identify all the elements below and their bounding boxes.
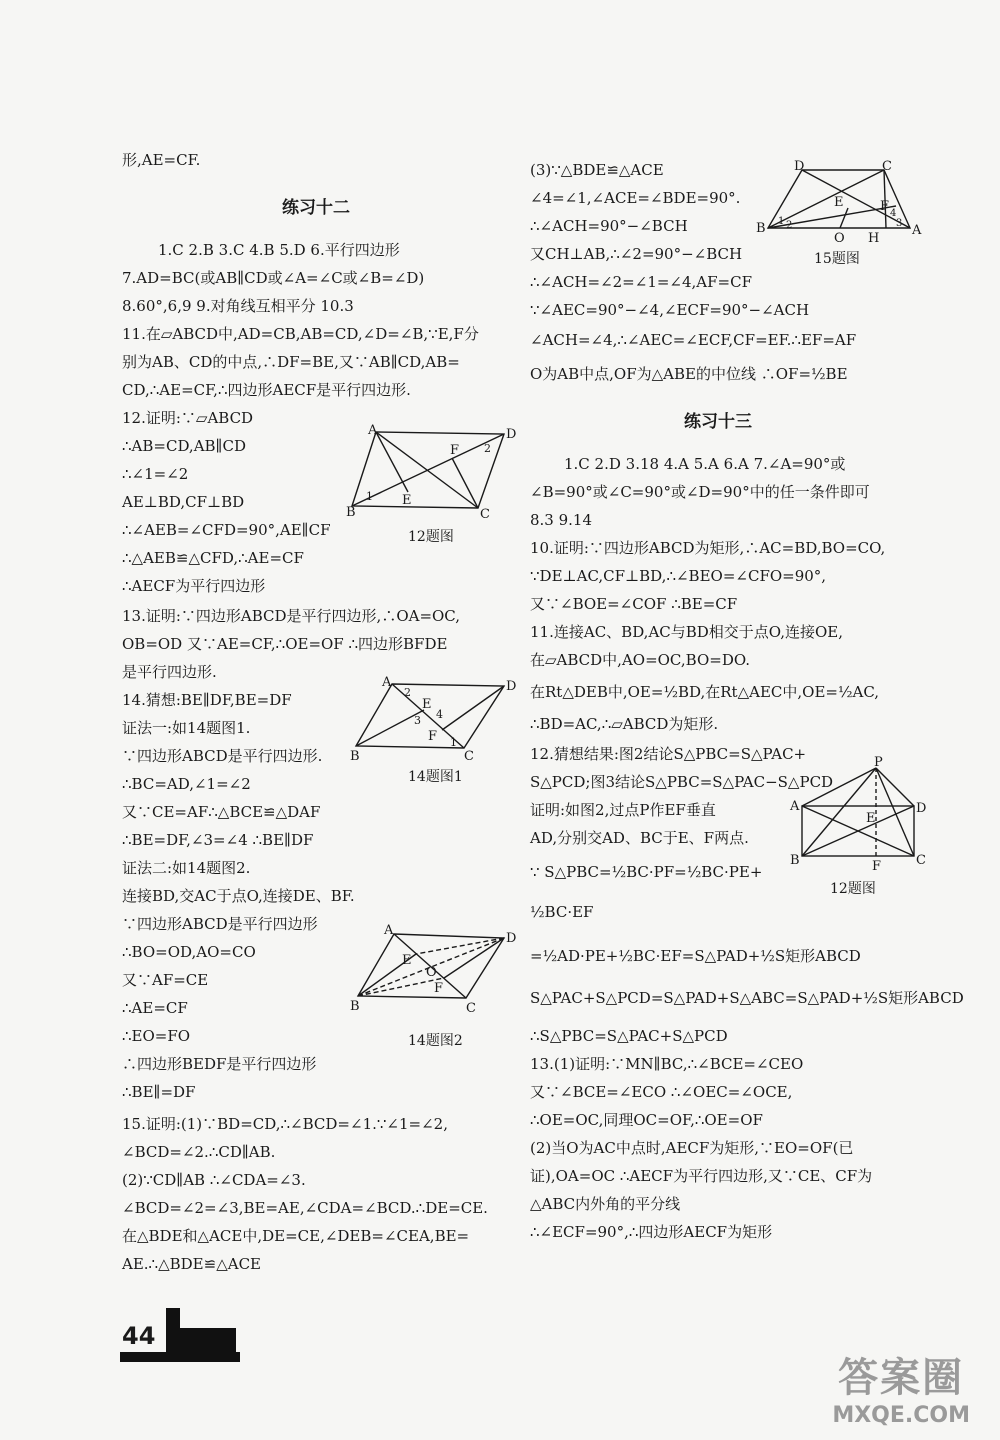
text-line: ∠ACH=∠4,∴∠AEC=∠ECF,CF=EF.∴EF=AF: [530, 331, 857, 349]
fig14-1-label-E: E: [422, 697, 432, 712]
text-line: 12.证明:∵▱ABCD: [122, 409, 254, 427]
fig15-label-1: 1: [778, 216, 785, 227]
page-number: 44: [122, 1322, 156, 1350]
fig12-label-A: A: [368, 424, 378, 438]
fig15-label-B: B: [756, 221, 766, 236]
fig15-label-2: 2: [786, 220, 793, 231]
text-line: 10.证明:∵四边形ABCD为矩形,∴AC=BD,BO=CO,: [530, 539, 886, 557]
fig12-label-F: F: [450, 443, 460, 458]
decorative-bar: [166, 1328, 236, 1352]
fig15-label-C: C: [882, 159, 892, 174]
figure-15: [756, 158, 926, 244]
text-line: △ABC内外角的平分线: [530, 1195, 681, 1213]
text-line: (3)∵△BDE≌△ACE: [530, 161, 664, 179]
text-line: 又∵∠BCE=∠ECO ∴∠OEC=∠OCE,: [530, 1083, 793, 1101]
fig15-label-D: D: [794, 159, 805, 174]
fig12r-label-C: C: [916, 853, 926, 868]
text-line: CD,∴AE=CF,∴四边形AECF是平行四边形.: [122, 381, 411, 399]
fig12-label-C: C: [480, 507, 490, 520]
figure-12-right: [788, 756, 928, 876]
fig14-1-label-D: D: [506, 679, 517, 694]
text-line: S△PCD;图3结论S△PBC=S△PAC−S△PCD: [530, 773, 834, 791]
text-line: (2)∵CD∥AB ∴∠CDA=∠3.: [122, 1171, 306, 1189]
page-number-block: [120, 1308, 240, 1368]
text-line: 别为AB、CD的中点,∴DF=BE,又∵AB∥CD,AB=: [122, 353, 460, 371]
text-line: ∠BCD=∠2=∠3,BE=AE,∠CDA=∠BCD.∴DE=CE.: [122, 1199, 488, 1217]
section-title: 练习十二: [282, 198, 350, 218]
watermark: [832, 1346, 970, 1428]
fig12-label-D: D: [506, 427, 516, 442]
text-line: ∵四边形ABCD是平行四边形: [122, 915, 318, 933]
text-line: 13.证明:∵四边形ABCD是平行四边形,∴OA=OC,: [122, 607, 461, 625]
text-line: ∴∠ECF=90°,∴四边形AECF为矩形: [530, 1223, 773, 1241]
fig12r-label-F: F: [872, 859, 882, 874]
text-line: ∴BE=DF,∠3=∠4 ∴BE∥DF: [122, 831, 314, 849]
fig12-label-1: 1: [366, 490, 373, 503]
watermark-cn: 答案圈: [838, 1355, 965, 1401]
text-line: ∴∠ACH=90°−∠BCH: [530, 217, 688, 235]
text-line: 11.连接AC、BD,AC与BD相交于点O,连接OE,: [530, 623, 844, 641]
fig15-label-4: 4: [890, 208, 897, 219]
text-line: 在△BDE和△ACE中,DE=CE,∠DEB=∠CEA,BE=: [122, 1227, 470, 1245]
fig12r-label-A: A: [790, 799, 800, 814]
decorative-bar: [120, 1352, 240, 1362]
section-title: 练习十三: [684, 412, 752, 432]
text-line: 连接BD,交AC于点O,连接DE、BF.: [122, 887, 355, 905]
text-line: AE⊥BD,CF⊥BD: [122, 493, 245, 511]
text-line: 7.AD=BC(或AB∥CD或∠A=∠C或∠B=∠D): [122, 269, 425, 287]
fig14-1-label-2: 2: [404, 686, 411, 699]
fig12r-label-B: B: [790, 853, 800, 868]
fig14-1-label-B: B: [350, 749, 360, 764]
fig14-2-label-D: D: [506, 931, 517, 946]
fig15-label-F: F: [880, 199, 890, 214]
fig14-2-caption: 14题图2: [408, 1033, 463, 1049]
figure-12: [346, 424, 516, 520]
text-line: 证明:如图2,过点P作EF垂直: [530, 801, 716, 819]
text-line: 是平行四边形.: [122, 663, 217, 681]
text-line: 在▱ABCD中,AO=OC,BO=DO.: [530, 651, 751, 669]
text-line: ∴S△PBC=S△PAC+S△PCD: [530, 1027, 728, 1045]
text-line: 1.C 2.D 3.18 4.A 5.A 6.A 7.∠A=90°或: [564, 455, 846, 473]
fig14-1-label-F: F: [428, 729, 438, 744]
text-line: ∠B=90°或∠C=90°或∠D=90°中的任一条件即可: [530, 483, 870, 501]
fig15-label-A: A: [912, 223, 922, 238]
text-line: (2)当O为AC中点时,AECF为矩形,∵EO=OF(已: [530, 1139, 854, 1157]
text-line: =½AD·PE+½BC·EF=S△PAD+½S矩形ABCD: [530, 947, 861, 965]
text-line: ∠BCD=∠2.∴CD∥AB.: [122, 1143, 276, 1161]
text-line: ∴△AEB≌△CFD,∴AE=CF: [122, 549, 304, 567]
fig12-label-B: B: [346, 505, 356, 520]
fig14-2-label-O: O: [426, 965, 437, 980]
fig12-label-E: E: [402, 493, 412, 508]
figure-14-2: [348, 920, 518, 1016]
text-line: ½BC·EF: [530, 903, 594, 921]
text-line: ∴AE=CF: [122, 999, 188, 1017]
text-line: 12.猜想结果:图2结论S△PBC=S△PAC+: [530, 745, 807, 763]
fig12r-label-D: D: [916, 801, 927, 816]
text-line: 证法二:如14题图2.: [122, 859, 251, 877]
text-line: 又∵∠BOE=∠COF ∴BE=CF: [530, 595, 738, 613]
text-line: 8.3 9.14: [530, 511, 593, 529]
fig15-caption: 15题图: [814, 251, 860, 267]
fig14-1-label-C: C: [464, 749, 474, 764]
text-line: ∴BC=AD,∠1=∠2: [122, 775, 251, 793]
text-line: ∴∠1=∠2: [122, 465, 189, 483]
text-line: 证法一:如14题图1.: [122, 719, 251, 737]
text-line: AD,分别交AD、BC于E、F两点.: [530, 829, 749, 847]
fig15-label-E: E: [834, 195, 844, 210]
text-line: 11.在▱ABCD中,AD=CB,AB=CD,∠D=∠B,∵E,F分: [122, 325, 479, 343]
text-line: 15.证明:(1)∵BD=CD,∴∠BCD=∠1.∵∠1=∠2,: [122, 1115, 448, 1133]
fig15-label-H: H: [868, 231, 880, 244]
text-line: ∵ S△PBC=½BC·PF=½BC·PE+: [530, 863, 763, 881]
text-line: 13.(1)证明:∵MN∥BC,∴∠BCE=∠CEO: [530, 1055, 804, 1073]
text-line: ∴BE∥=DF: [122, 1083, 196, 1101]
text-line: ∵四边形ABCD是平行四边形.: [122, 747, 323, 765]
text-line: 14.猜想:BE∥DF,BE=DF: [122, 691, 292, 709]
text-line: O为AB中点,OF为△ABE的中位线 ∴OF=½BE: [530, 365, 848, 383]
fig14-1-label-3: 3: [414, 714, 421, 727]
text-line: ∴四边形BEDF是平行四边形: [122, 1055, 317, 1073]
text-line: 1.C 2.B 3.C 4.B 5.D 6.平行四边形: [158, 241, 400, 259]
fig14-2-label-E: E: [402, 953, 412, 968]
watermark-en: MXQE.COM: [832, 1403, 970, 1428]
text-line: ∴BD=AC,∴▱ABCD为矩形.: [530, 715, 719, 733]
fig14-1-label-4: 4: [436, 708, 443, 721]
text-line: 证),OA=OC ∴AECF为平行四边形,又∵CE、CF为: [530, 1167, 873, 1185]
text-line: 8.60°,6,9 9.对角线互相平分 10.3: [122, 297, 354, 315]
fig12r-label-E: E: [866, 811, 876, 826]
fig14-1-label-1: 1: [450, 736, 457, 749]
figure-14-1: [348, 672, 518, 768]
text-line: ∠4=∠1,∠ACE=∠BDE=90°.: [530, 189, 741, 207]
text-line: ∴AECF为平行四边形: [122, 577, 266, 595]
text-line: ∴AB=CD,AB∥CD: [122, 437, 246, 455]
fig12r-label-P: P: [874, 756, 883, 770]
fig14-1-label-A: A: [382, 675, 392, 690]
text-line: ∴OE=OC,同理OC=OF,∴OE=OF: [530, 1111, 763, 1129]
text-line: ∴∠AEB=∠CFD=90°,AE∥CF: [122, 521, 331, 539]
text-line: ∴EO=FO: [122, 1027, 191, 1045]
text-line: OB=OD 又∵AE=CF,∴OE=OF ∴四边形BFDE: [122, 635, 448, 653]
text-line: 又∵CE=AF∴△BCE≌△DAF: [122, 803, 321, 821]
fig12-label-2: 2: [484, 442, 491, 455]
text-line: 又CH⊥AB,∴∠2=90°−∠BCH: [530, 245, 743, 263]
text-line: 又∵AF=CE: [122, 971, 209, 989]
fig15-label-O: O: [834, 231, 845, 244]
fig14-2-label-A: A: [384, 923, 394, 938]
fig14-2-label-C: C: [466, 1001, 476, 1016]
fig12-caption: 12题图: [408, 529, 454, 545]
fig14-1-caption: 14题图1: [408, 769, 463, 785]
text-line: ∵DE⊥AC,CF⊥BD,∴∠BEO=∠CFO=90°,: [530, 567, 827, 585]
text-line: ∴∠ACH=∠2=∠1=∠4,AF=CF: [530, 273, 753, 291]
text-line: ∵∠AEC=90°−∠4,∠ECF=90°−∠ACH: [530, 301, 810, 319]
text-line: AE.∴△BDE≌△ACE: [122, 1255, 261, 1273]
fig14-2-label-B: B: [350, 999, 360, 1014]
text-line: 形,AE=CF.: [122, 151, 201, 169]
fig12r-caption: 12题图: [830, 881, 876, 897]
text-line: 在Rt△DEB中,OE=½BD,在Rt△AEC中,OE=½AC,: [530, 683, 880, 701]
text-line: ∴BO=OD,AO=CO: [122, 943, 256, 961]
text-line: S△PAC+S△PCD=S△PAD+S△ABC=S△PAD+½S矩形ABCD: [530, 989, 964, 1007]
fig14-2-label-F: F: [434, 981, 444, 996]
fig15-label-3: 3: [896, 218, 903, 229]
